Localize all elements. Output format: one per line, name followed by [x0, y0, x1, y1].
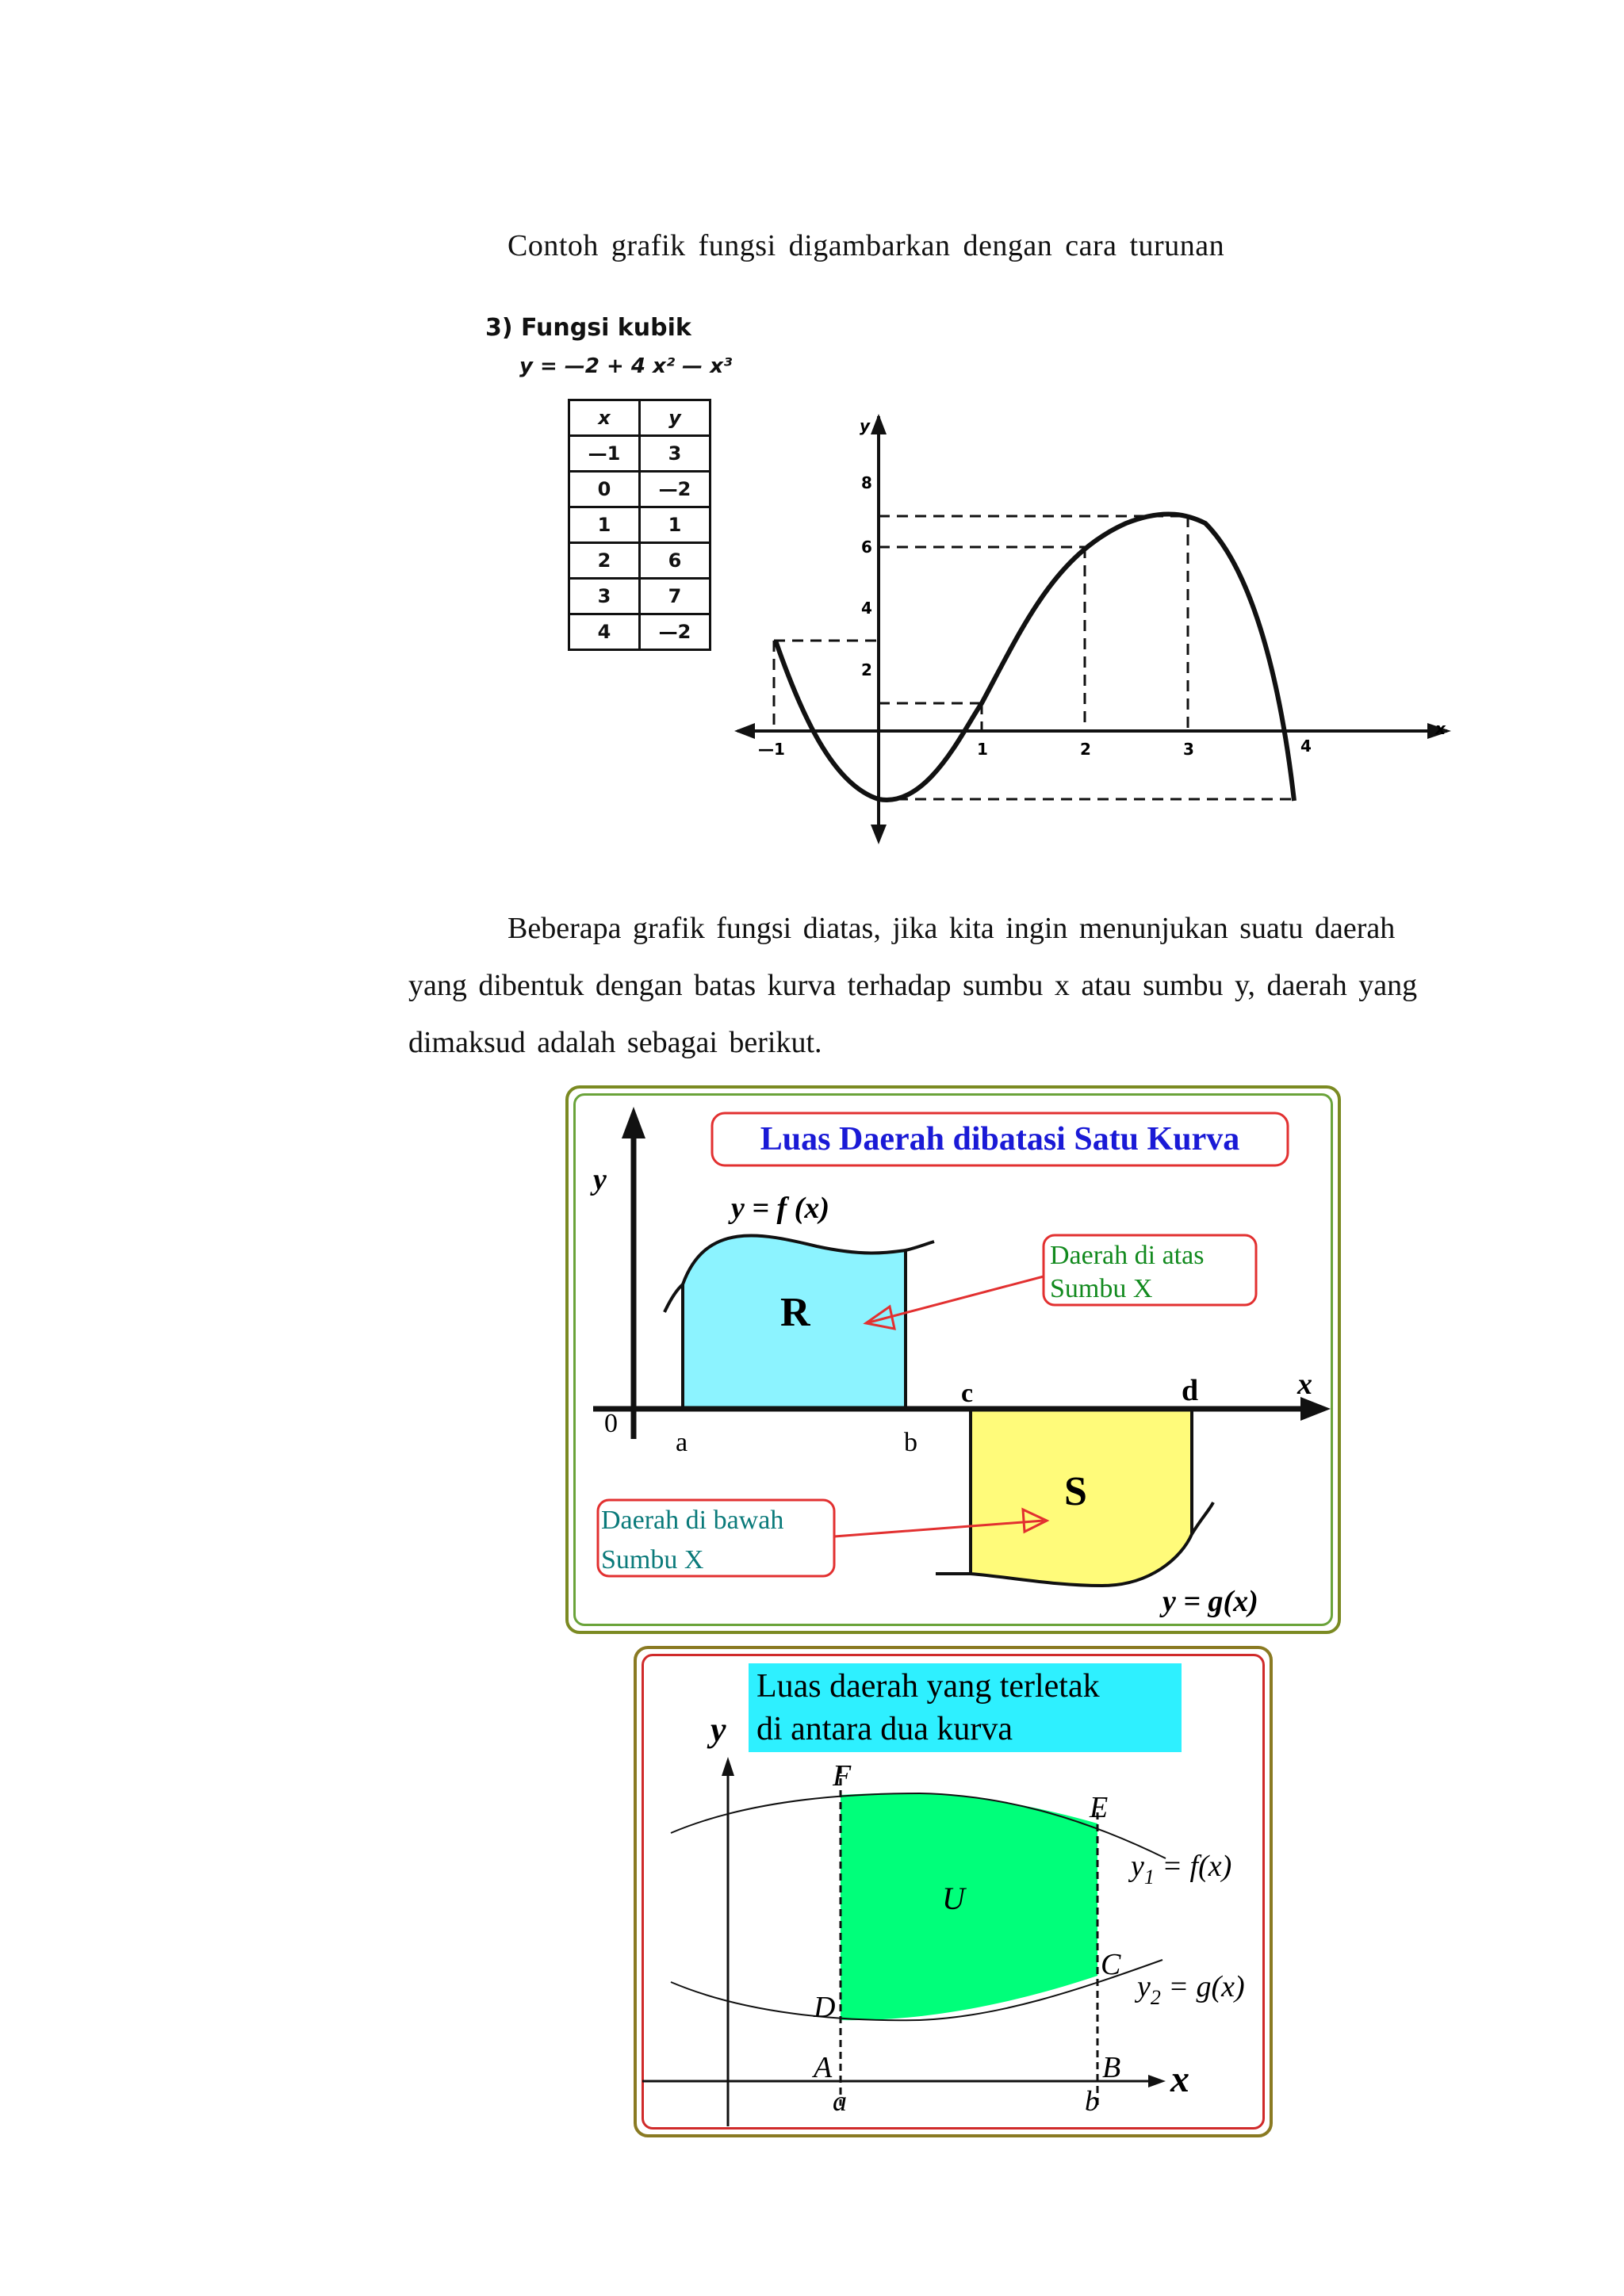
figure-two	[634, 1646, 1273, 2137]
cubic-graph	[714, 396, 1475, 856]
tick-d-label: d	[1182, 1374, 1199, 1407]
y-axis-arrow-down	[871, 825, 887, 844]
curve-f-left-tail	[665, 1284, 683, 1312]
tick-a-label: a	[676, 1428, 688, 1457]
table-cell: —2	[640, 614, 710, 650]
note-below-line1: Daerah di bawah	[601, 1506, 784, 1535]
value-table	[568, 399, 711, 651]
table-cell: 0	[569, 472, 640, 507]
curve-f-label: y = f (x)	[731, 1192, 829, 1225]
table-cell: 3	[640, 436, 710, 472]
point-d-label: D	[814, 1991, 836, 2024]
y-tick-label: 6	[861, 538, 872, 557]
note-above-line2: Sumbu X	[1050, 1274, 1153, 1303]
cubic-curve	[776, 514, 1294, 801]
table-cell: 1	[640, 507, 710, 543]
y-tick-label: 2	[861, 660, 872, 679]
x-tick-label: 1	[977, 740, 988, 759]
region-r-label: R	[780, 1290, 810, 1335]
curve-y2-subscript: 2	[1150, 1986, 1161, 2009]
x-axis-label: x	[1435, 719, 1446, 738]
table-cell: —1	[569, 436, 640, 472]
y-tick-label: 4	[861, 599, 872, 618]
figure-two-title-line1: Luas daerah yang terletak	[756, 1668, 1100, 1705]
figure-caption: Contoh grafik fungsi digambarkan dengan cara turunan	[508, 229, 1225, 262]
region-u-label: U	[942, 1881, 965, 1916]
y-axis-label: y	[860, 416, 871, 435]
paragraph-text: Beberapa grafik fungsi diatas, jika kita ingin menunjukan suatu daerah yang dibentuk dengan batas kurva terhadap sumbu x atau sumbu y, daerah yang dimaksud adalah sebagai berikut.	[408, 912, 1418, 1059]
tick-b-label: b	[904, 1428, 917, 1457]
body-paragraph	[408, 900, 1431, 1071]
x-axis-label: x	[1297, 1368, 1312, 1401]
tick-b-label: b	[1085, 2085, 1099, 2117]
table-cell: 2	[569, 543, 640, 579]
table-header-y: y	[640, 400, 710, 436]
x-tick-label: 3	[1183, 740, 1194, 759]
point-f-label: F	[833, 1759, 852, 1793]
curve-y2-rhs: = g(x)	[1160, 1970, 1245, 2003]
table-header-row	[569, 400, 710, 436]
table-row	[569, 472, 710, 507]
origin-label: 0	[604, 1409, 618, 1438]
figure-one	[565, 1085, 1341, 1634]
table-header-x: x	[569, 400, 640, 436]
tick-c-label: c	[961, 1379, 974, 1408]
curve-y1-subscript: 1	[1143, 1866, 1155, 1888]
curve-g-label: y = g(x)	[1162, 1585, 1258, 1618]
table-cell: 6	[640, 543, 710, 579]
table-row	[569, 579, 710, 614]
curve-y1-symbol: y	[1131, 1850, 1144, 1883]
note-above-line1: Daerah di atas	[1050, 1241, 1205, 1270]
x-axis-arrow-left	[734, 723, 755, 739]
curve-f-right-tail	[906, 1242, 934, 1250]
region-s-label: S	[1064, 1469, 1087, 1514]
point-a-label: A	[814, 2051, 833, 2084]
figure-one-title: Luas Daerah dibatasi Satu Kurva	[760, 1121, 1240, 1158]
table-cell: 4	[569, 614, 640, 650]
point-e-label: E	[1090, 1791, 1109, 1824]
x-axis-label: x	[1170, 2058, 1189, 2100]
table-row	[569, 543, 710, 579]
y-axis-arrow	[622, 1107, 645, 1138]
figure-two-title-line2: di antara dua kurva	[756, 1711, 1013, 1747]
curve-g-right-tail	[1192, 1502, 1213, 1534]
curve-y2-symbol: y	[1137, 1970, 1151, 2003]
y-axis-arrow-up	[871, 414, 887, 434]
table-cell: 7	[640, 579, 710, 614]
table-cell: 1	[569, 507, 640, 543]
x-tick-label: 2	[1080, 740, 1091, 759]
note-below-line2: Sumbu X	[601, 1545, 704, 1575]
curve-y1-label	[1128, 1850, 1231, 1888]
table-cell: 3	[569, 579, 640, 614]
table-row	[569, 614, 710, 650]
table-row	[569, 507, 710, 543]
y-axis-label: y	[710, 1710, 726, 1749]
point-b-label: B	[1102, 2051, 1121, 2084]
x-tick-label: 4	[1300, 737, 1312, 756]
curve-y2-label	[1134, 1970, 1245, 2009]
tick-a-label: a	[833, 2085, 847, 2117]
table-cell: —2	[640, 472, 710, 507]
point-c-label: C	[1101, 1948, 1121, 1981]
region-u	[841, 1793, 1097, 2020]
x-tick-label: —1	[758, 740, 785, 759]
cubic-equation: y = —2 + 4 x² — x³	[519, 354, 733, 378]
y-axis-label: y	[593, 1163, 607, 1196]
y-tick-label: 8	[861, 473, 872, 492]
table-row	[569, 436, 710, 472]
cubic-title: 3) Fungsi kubik	[485, 314, 691, 342]
y-axis-arrow	[722, 1757, 734, 1776]
x-axis-arrow	[1148, 2075, 1166, 2087]
curve-y1-rhs: = f(x)	[1154, 1850, 1232, 1883]
